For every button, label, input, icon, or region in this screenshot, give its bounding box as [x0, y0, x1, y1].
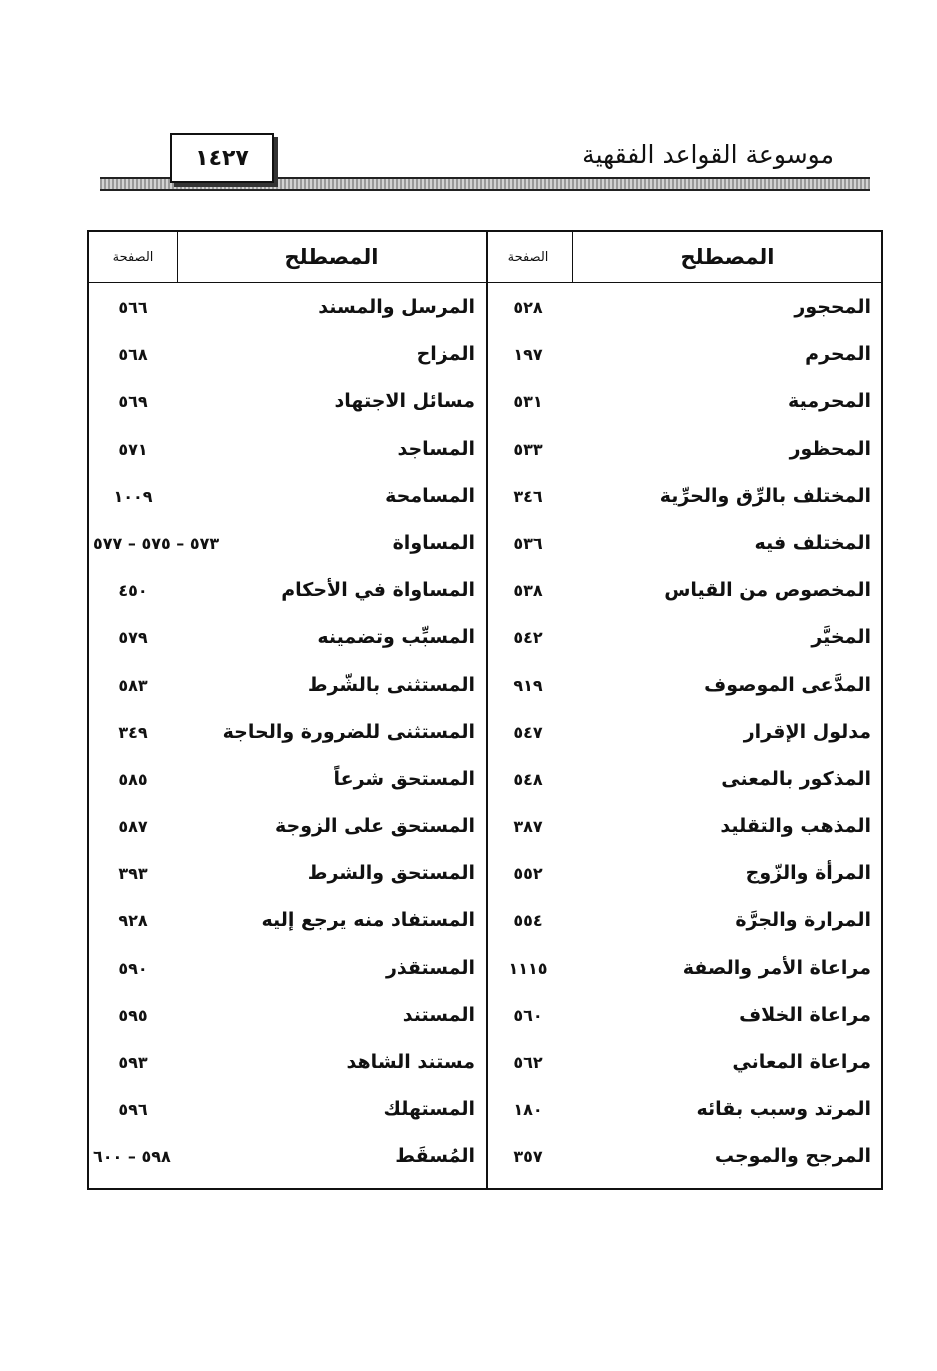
entry-term: المرارة والجرَّة [735, 909, 871, 932]
index-entry [89, 903, 485, 950]
entry-term: المحرمية [788, 390, 871, 413]
index-entry [89, 573, 485, 620]
entry-term: المحظور [789, 437, 871, 460]
entry-pages: ٥٩٥ [118, 1005, 148, 1025]
entry-term: المذكور بالمعنى [721, 767, 871, 790]
entry-pages: ١٠٠٩ [113, 486, 153, 506]
entry-term: المرسل والمسند [318, 296, 475, 318]
index-entry [89, 809, 485, 856]
entry-pages: ٥٤٧ [513, 722, 543, 742]
index-entry [484, 290, 881, 337]
entry-term: مستند الشاهد [346, 1051, 475, 1073]
index-entry [89, 951, 485, 998]
entry-term: المستحق على الزوجة [275, 815, 475, 838]
index-entry [484, 620, 881, 667]
entry-term: المستثنى بالشّرط [307, 673, 475, 696]
index-entry [89, 290, 485, 337]
page-header-label: الصفحة [89, 232, 178, 282]
index-entry [89, 620, 485, 667]
entry-pages: ٥٣٨ [513, 581, 543, 601]
index-entry [484, 903, 881, 950]
entry-pages: ٥٦٢ [513, 1053, 543, 1072]
index-entry [89, 998, 485, 1045]
index-entry [484, 1139, 881, 1186]
index-entry [484, 668, 881, 715]
entry-pages: ٥٦٩ [118, 392, 148, 412]
entry-term: المساواة [392, 531, 475, 554]
entry-pages: ٩١٩ [513, 675, 543, 695]
index-entry [484, 809, 881, 856]
entry-pages: ٥٨٥ [118, 769, 148, 789]
index-entry [89, 668, 485, 715]
entry-term: مسائل الاجتهاد [334, 390, 475, 413]
left-column-rows [89, 282, 485, 1188]
entry-pages: ٥٤٨ [513, 769, 543, 789]
entry-term: المدَّعى الموصوف [704, 673, 871, 696]
entry-pages: ١١١٥ [508, 958, 548, 978]
index-entry [484, 526, 881, 573]
entry-pages: ٣٤٩ [118, 722, 148, 742]
entry-pages: ٥٥٢ [513, 864, 543, 884]
index-entry [89, 337, 485, 384]
entry-term: المحرم [805, 343, 871, 366]
entry-pages: ٥٢٨ [513, 298, 543, 317]
entry-term: المستقذر [385, 956, 475, 979]
index-entry [89, 432, 485, 479]
entry-pages: ١٨٠ [513, 1100, 543, 1120]
index-entry [484, 715, 881, 762]
index-entry [484, 998, 881, 1045]
entry-term: المساواة في الأحكام [281, 579, 475, 602]
entry-pages: ٥٧٩ [118, 628, 148, 648]
entry-pages: ٥٩٣ [118, 1053, 148, 1072]
entry-term: مدلول الإقرار [743, 720, 871, 743]
entry-pages: ٥٦٠ [513, 1005, 543, 1025]
entry-term: المذهب والتقليد [720, 815, 871, 838]
entry-term: المستحق شرعاً [333, 767, 475, 790]
right-column [484, 232, 881, 1188]
index-entry [89, 1092, 485, 1139]
entry-term: المرأة والزّوج [745, 862, 871, 885]
entry-term: المساجد [397, 437, 475, 460]
index-entry [484, 432, 881, 479]
entry-pages: ٤٥٠ [118, 581, 148, 601]
index-entry [484, 1045, 881, 1092]
term-header: المصطلح [284, 245, 379, 269]
entry-term: مراعاة الخلاف [739, 1003, 871, 1026]
entry-pages: ٥٦٦ [118, 298, 148, 317]
index-entry [89, 1045, 485, 1092]
entry-pages: ٣٤٦ [513, 486, 543, 506]
index-entry [484, 337, 881, 384]
index-entry [484, 479, 881, 526]
entry-term: المخصوص من القياس [664, 579, 871, 602]
entry-pages: ٣٥٧ [513, 1147, 543, 1167]
entry-term: المزاح [416, 343, 475, 366]
entry-pages: ٣٨٧ [513, 817, 543, 837]
entry-term: المستند [402, 1003, 475, 1026]
entry-pages: ٥٩٠ [118, 958, 148, 978]
entry-term: المستحق والشرط [307, 862, 475, 885]
index-entry [89, 715, 485, 762]
index-entry [89, 762, 485, 809]
index-entry [89, 526, 485, 573]
index-entry [484, 384, 881, 431]
entry-term: مراعاة الأمر والصفة [682, 956, 871, 979]
entry-pages: ١٩٧ [513, 345, 543, 365]
index-entry [484, 951, 881, 998]
entry-term: المسامحة [385, 484, 475, 507]
left-column [89, 232, 485, 1188]
entry-pages: ٥٥٤ [513, 911, 543, 931]
entry-term: المختلف فيه [754, 531, 871, 554]
right-column-header [484, 232, 881, 283]
page-header-label: الصفحة [484, 232, 573, 282]
entry-pages: ٥٤٢ [513, 628, 543, 648]
index-entry [484, 762, 881, 809]
entry-term: المسبِّب وتضمينه [317, 626, 475, 649]
entry-pages: ٥٩٦ [118, 1100, 148, 1120]
entry-term: مراعاة المعاني [732, 1051, 871, 1073]
index-entry [484, 1092, 881, 1139]
index-entry [89, 479, 485, 526]
entry-pages: ٩٢٨ [118, 911, 148, 931]
entry-term: المرتد وسبب بقائه [696, 1098, 871, 1121]
index-entry [484, 573, 881, 620]
entry-term: المحجور [794, 296, 871, 318]
entry-pages: ٥٣٦ [513, 533, 543, 553]
entry-term: المستفاد منه يرجع إليه [261, 909, 475, 932]
entry-pages: ٥٨٧ [118, 817, 148, 837]
index-entry [89, 384, 485, 431]
entry-pages: ٥٩٨ – ٦٠٠ [93, 1147, 171, 1167]
entry-term: المُسقَط [395, 1145, 475, 1168]
index-entry [89, 1139, 485, 1186]
right-column-rows [484, 282, 881, 1188]
entry-term: المختلف بالرِّق والحرِّية [659, 484, 871, 507]
index-entry [89, 856, 485, 903]
left-column-header [89, 232, 485, 283]
index-entry [484, 856, 881, 903]
entry-pages: ٥٣١ [513, 392, 543, 412]
page-number: ١٤٢٧ [170, 133, 274, 183]
entry-term: المستثنى للضرورة والحاجة [222, 720, 475, 743]
term-header: المصطلح [680, 245, 775, 269]
entry-term: المخيَّر [811, 626, 871, 649]
entry-pages: ٥٣٣ [513, 439, 543, 459]
running-title: موسوعة القواعد الفقهية [582, 140, 834, 169]
entry-pages: ٥٨٣ [118, 675, 148, 695]
entry-term: المستهلك [383, 1098, 475, 1121]
entry-pages: ٥٧١ [118, 439, 148, 459]
index-table [87, 230, 883, 1190]
entry-term: المرجح والموجب [714, 1145, 871, 1168]
entry-pages: ٥٦٨ [118, 345, 148, 365]
entry-pages: ٥٧٣ – ٥٧٥ – ٥٧٧ [93, 533, 220, 553]
page-header [0, 0, 937, 200]
entry-pages: ٣٩٣ [118, 864, 148, 884]
